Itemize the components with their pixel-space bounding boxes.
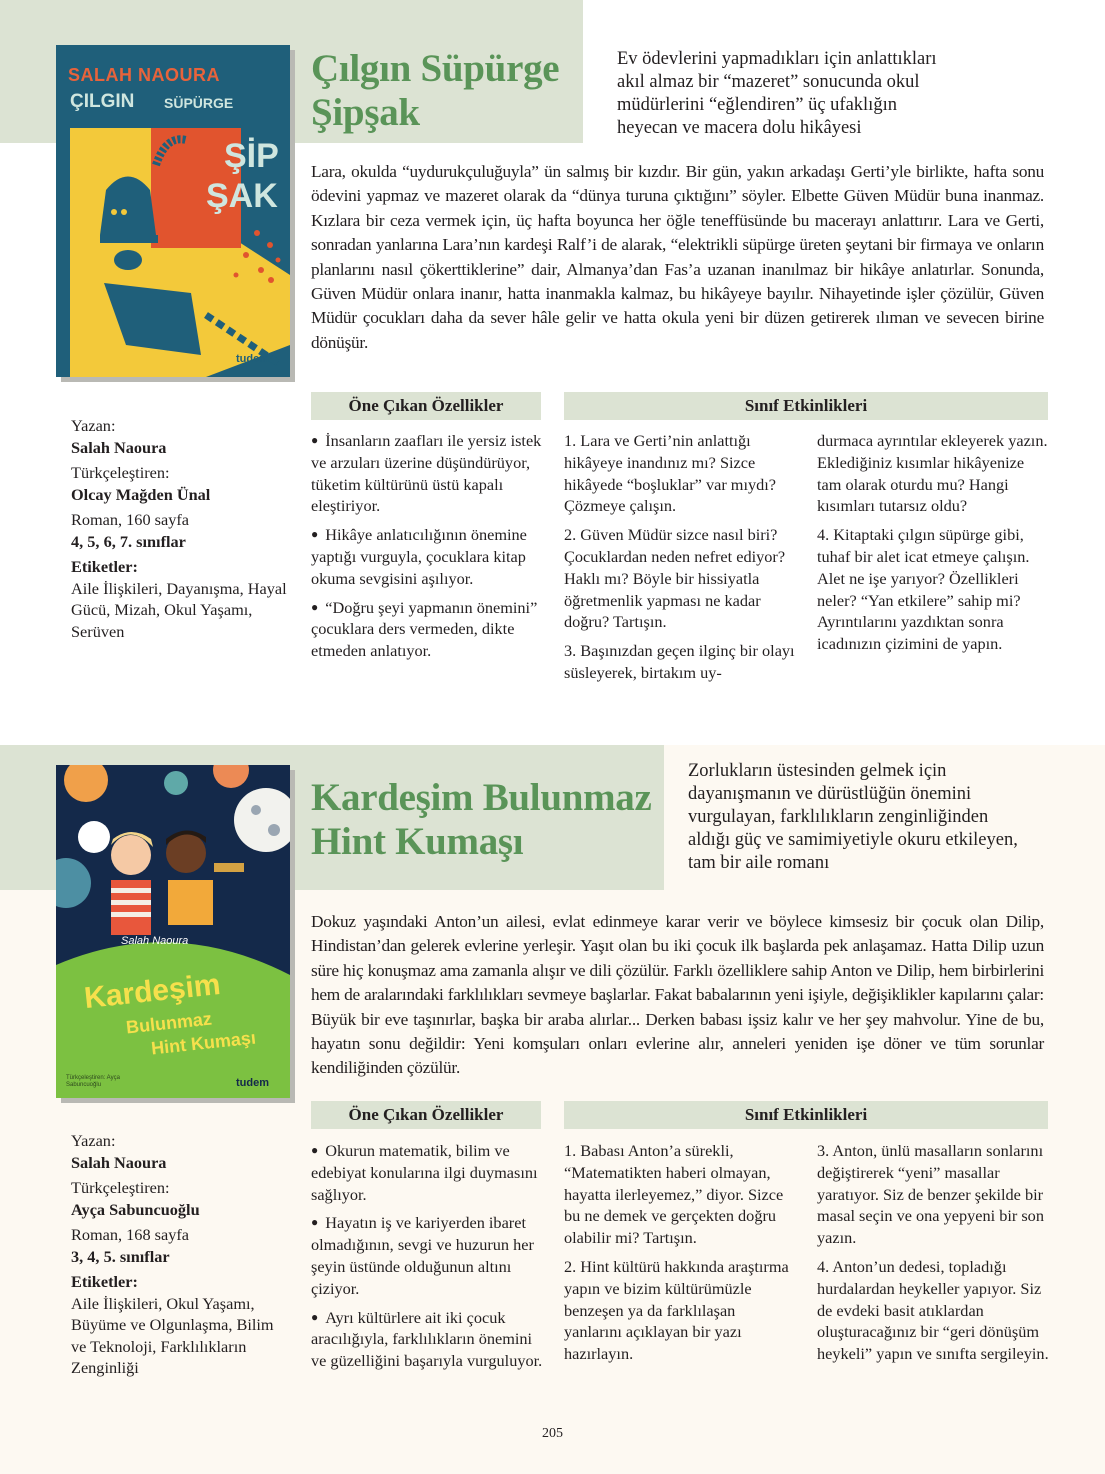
author-name: Salah Naoura <box>71 437 167 457</box>
feature-item: ● Hikâye anlatıcılığının önemine yaptığı vurguyla, çocuklara kitap okuma sevgisini aşılıyor. <box>311 525 527 588</box>
activity-item: 2. Hint kültürü hakkında araştırma yapın ve bizim kültürümüzle benzeşen ya da farklılaşan yanlarını açıklayan bir yazı hazırlayın. <box>564 1256 789 1364</box>
author-label: Yazan: <box>71 416 116 435</box>
cover-title-b: Bulunmaz <box>125 1008 213 1038</box>
book-2-summary: Dokuz yaşındaki Anton’un ailesi, evlat edinmeye karar verir ve böylece kimsesiz bir çocuk olan Dilip, Hindistan’dan gelerek evlerine yerleşir. Yaşıt olan bu iki çocuk ilk başlarda pek anlaşamaz. Hatta Dilip uzun süre hiç konuşmaz ama zamanla alışır ve dili çözülür. Farklı özelliklere sahip Anton ve Dilip, hem birbirlerini hem de aralarındaki farklılıkları sevmeye başlarlar. Fakat babalarının yeni işiyle, değişiklikler kapılarını çalar: Büyük bir eve taşınırlar, başka bir araba alırlar... Derken babası işsiz kalır ve her şey mahvolur. Yine de bu, hayatın sonu değildir: Yeni komşuları onları evlerine alır, anneleri yeniden işe döner ve tüm sorunlar kendiliğinden çözülür. <box>311 912 1044 1078</box>
feature-item: ● İnsanların zaafları ile yersiz istek ve arzuları üzerine düşündürüyor, tüketim kültürünü üstü kapalı eleştiriyor. <box>311 431 542 516</box>
tags-list: Aile İlişkileri, Okul Yaşamı, Büyüme ve Olgunlaşma, Bilim ve Teknoloji, Farklılıkların Zenginliği <box>71 1293 274 1377</box>
book-2-title <box>311 776 661 864</box>
activity-item: 4. Kitaptaki çılgın süpürge gibi, tuhaf bir alet icat etmeye çalışın. Alet ne işe yarıyor? Özellikleri neler? “Yan etkilere” sahip mi? Ayrıntılarını yazdıktan sonra icadınızın çizimini de yapın. <box>817 525 1030 654</box>
activity-item: 2. Güven Müdür sizce nasıl biri? Çocuklardan neden nefret ediyor? Haklı mı? Böyle bir hissiyatla öğretmenlik yapması ne kadar doğru? Tartışın. <box>564 525 786 632</box>
grade-levels: 4, 5, 6, 7. sınıflar <box>71 531 186 551</box>
bullet-icon: ● <box>311 1143 319 1157</box>
tags-label: Etiketler: <box>71 1272 138 1291</box>
book-1-meta <box>71 415 291 646</box>
book-1-activities-col1 <box>564 430 796 691</box>
bullet-icon: ● <box>311 1309 319 1324</box>
activity-item: 1. Babası Anton’a sürekli, “Matematikten haberi olmayan, hayatta ilerleyemez,” diyor. Sizce bu ne demek ve gerçekten doğru olabilir mi? Tartışın. <box>564 1141 784 1248</box>
book-1-title <box>311 47 581 135</box>
book-1-summary: Lara, okulda “uydurukçuluğuyla” ün salmış bir kızdır. Bir gün, yakın arkadaşı Gerti’yle birlikte, hafta sonu ödevini yapmaz ve mazeret olarak da “dünya turuna çıktığını” söyler. Elbette Güven Müdür buna inanmaz. Kızlara bir ceza vermek için, üç hafta boyunca her öğle teneffüsünde bu macerayı anlattırır. Lara ve Gerti, sonradan yanlarına Lara’nın kardeşi Ralf’i de alarak, “elektrikli süpürge üreten şeytani bir firmaya ve onların planlarını nasıl çökerttiklerine” dair, Almanya’dan Fas’a uzanan inanılmaz bir hikâye anlatırlar. Sonunda, Güven Müdür onlara inanır, hatta inanmakla kalmaz, bu hikâyeye bayılır. Nihayetinde işler çözülür, Güven Müdür çocukları daha da sever hâle gelir ve hatta okula yeni bir düzen getirerek ılıman ve sevecen birine dönüşür. <box>311 162 1044 352</box>
translator-name: Ayça Sabuncuoğlu <box>71 1199 200 1219</box>
book-1-features-list <box>311 430 543 669</box>
bullet-icon: ● <box>311 1215 319 1230</box>
feature-item: ● “Doğru şeyi yapmanın önemini” çocuklara ders vermeden, dikte etmeden anlatıyor. <box>311 597 538 661</box>
book-format: Roman, 160 sayfa <box>71 510 190 529</box>
cover-title-b: SÜPÜRGE <box>164 95 234 111</box>
book-2-features-list <box>311 1140 543 1379</box>
cover-title-a: ÇILGIN <box>70 91 135 112</box>
book-1-activities-heading: Sınıf Etkinlikleri <box>564 392 1048 420</box>
bullet-icon: ● <box>311 433 319 447</box>
cover-publisher: tudem <box>236 353 269 365</box>
book-2-title-line1: Kardeşim Bulunmaz <box>311 776 652 819</box>
author-label: Yazan: <box>71 1131 116 1150</box>
translator-label: Türkçeleştiren: <box>71 1178 170 1197</box>
cover-title-c: Hint Kumaşı <box>150 1027 257 1059</box>
translator-name: Olcay Mağden Ünal <box>71 484 211 504</box>
feature-item: ● Ayrı kültürlere ait iki çocuk aracılığıyla, farklılıkların önemini ve güzelliğini başarıyla vurguluyor. <box>311 1307 543 1371</box>
cover-author: SALAH NAOURA <box>68 65 220 85</box>
feature-item: ● Okurun matematik, bilim ve edebiyat konularına ilgi duymasını sağlıyor. <box>311 1141 538 1204</box>
activity-item: 3. Başınızdan geçen ilginç bir olayı süsleyerek, birtakım uy- <box>564 641 795 682</box>
cover-title-d: ŞAK <box>206 177 278 215</box>
bullet-icon: ● <box>311 527 319 542</box>
book-1-tagline: Ev ödevlerini yapmadıkları için anlattıkları akıl almaz bir “mazeret” sonucunda okul müdürlerini “eğlendiren” üç ufaklığın heyecan ve macera dolu hikâyesi <box>617 49 937 138</box>
book-2-activities-heading: Sınıf Etkinlikleri <box>564 1101 1048 1129</box>
activity-item: 1. Lara ve Gerti’nin anlattığı hikâyeye inandınız mı? Sizce hikâyede “boşluklar” var mıydı? Çözmeye çalışın. <box>564 431 777 516</box>
activity-item: 3. Anton, ünlü masalların sonlarını değiştirerek “yeni” masallar yaratıyor. Siz de benzer şekilde bir masal seçin ve ona yepyeni bir son yazın. <box>817 1141 1044 1248</box>
book-1-cover-image <box>56 45 290 377</box>
author-name: Salah Naoura <box>71 1152 167 1172</box>
activity-item: 4. Anton’un dedesi, topladığı hurdalardan heykeller yapıyor. Siz de evdeki basit atıklardan oluşturacağınız bir “geri dönüşüm heykeli” yapın ve sınıfta sergileyin. <box>817 1256 1049 1364</box>
cover-publisher: tudem <box>236 1077 269 1089</box>
book-2-cover-image <box>56 765 290 1098</box>
book-1-features-heading: Öne Çıkan Özellikler <box>311 392 541 420</box>
cover-author: Salah Naoura <box>121 935 189 947</box>
book-format: Roman, 168 sayfa <box>71 1225 190 1244</box>
page-number: 205 <box>542 1426 563 1441</box>
book-1-title-line2: Şipşak <box>311 91 420 134</box>
bullet-icon: ● <box>311 599 319 614</box>
grade-levels: 3, 4, 5. sınıflar <box>71 1246 170 1266</box>
book-1-activities-col2 <box>817 430 1052 662</box>
translator-label: Türkçeleştiren: <box>71 463 170 482</box>
book-2-tagline: Zorlukların üstesinden gelmek için dayanışmanın ve dürüstlüğün önemini vurgulayan, farklılıkların zenginliğinden aldığı güç ve samimiyetiyle okuru etkileyen, tam bir aile romanı <box>688 761 1018 873</box>
book-2-meta <box>71 1130 291 1383</box>
cover-title-c: ŞİP <box>224 137 279 175</box>
feature-item: ● Hayatın iş ve kariyerden ibaret olmadığının, sevgi ve huzurun her şeyin üstünde olduğunun altını çiziyor. <box>311 1213 534 1298</box>
tags-list: Aile İlişkileri, Dayanışma, Hayal Gücü, Mizah, Okul Yaşamı, Serüven <box>71 578 287 641</box>
cover-translator: Türkçeleştiren: Ayça Sabuncuoğlu <box>66 1075 120 1088</box>
book-2-activities-col2 <box>817 1140 1052 1372</box>
tags-label: Etiketler: <box>71 557 138 576</box>
book-2-title-line2: Hint Kumaşı <box>311 820 524 863</box>
book-2-features-heading: Öne Çıkan Özellikler <box>311 1101 541 1129</box>
book-2-activities-col1 <box>564 1140 796 1372</box>
cover-title-a: Kardeşim <box>82 967 223 1016</box>
activity-item: durmaca ayrıntılar ekleyerek yazın. Eklediğiniz kısımlar hikâyenize tam olarak oturdu mu? Hangi kısımları tutarsız oldu? <box>817 431 1048 516</box>
book-1-title-line1: Çılgın Süpürge <box>311 47 560 90</box>
